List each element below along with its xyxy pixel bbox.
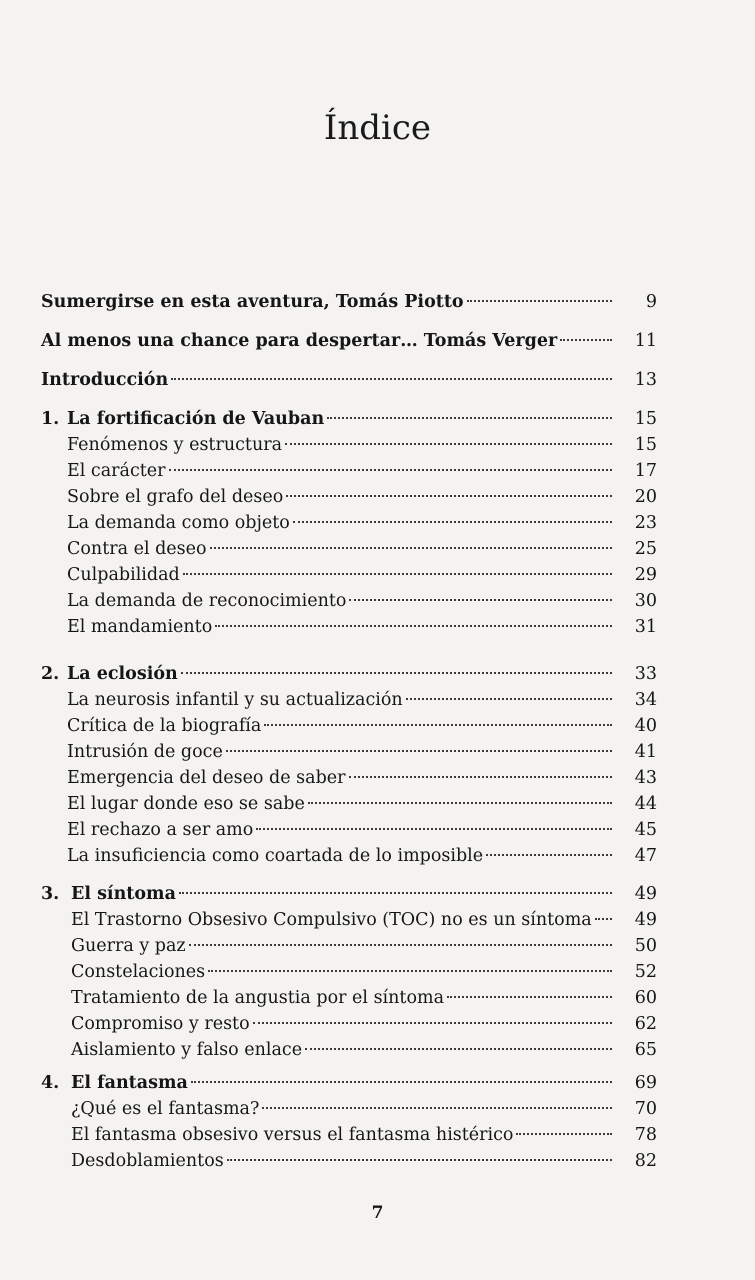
toc-entry xyxy=(0,881,755,907)
toc-entry xyxy=(0,739,755,765)
dot-leader xyxy=(349,776,613,778)
dot-leader xyxy=(406,698,612,700)
entry-title: Aislamiento y falso enlace xyxy=(71,1040,303,1060)
toc-entry xyxy=(0,614,755,640)
dot-leader xyxy=(171,378,612,380)
dot-leader xyxy=(179,892,612,894)
toc-entry xyxy=(0,907,755,933)
entry-title: La neurosis infantil y su actualización xyxy=(67,690,403,710)
entry-page-number: 15 xyxy=(634,409,657,429)
dot-leader xyxy=(262,1107,612,1109)
toc-entry xyxy=(0,1096,755,1122)
dot-leader xyxy=(467,300,612,302)
entry-page-number: 13 xyxy=(634,370,657,390)
toc-entry xyxy=(0,933,755,959)
dot-leader xyxy=(189,944,612,946)
entry-page-number: 50 xyxy=(634,936,657,956)
toc-entry xyxy=(0,432,755,458)
dot-leader xyxy=(183,573,612,575)
toc-entry xyxy=(0,458,755,484)
dot-leader xyxy=(305,1048,612,1050)
dot-leader xyxy=(226,750,612,752)
dot-leader xyxy=(327,417,612,419)
entry-title: ¿Qué es el fantasma? xyxy=(71,1099,260,1119)
entry-page-number: 25 xyxy=(634,539,657,559)
entry-title: El Trastorno Obsesivo Compulsivo (TOC) no es un síntoma xyxy=(71,910,592,930)
entry-page-number: 34 xyxy=(634,690,657,710)
entry-title: Constelaciones xyxy=(71,962,206,982)
toc-entry xyxy=(0,713,755,739)
entry-page-number: 15 xyxy=(634,435,657,455)
toc-entry xyxy=(0,367,755,393)
entry-page-number: 33 xyxy=(634,664,657,684)
entry-page-number: 29 xyxy=(634,565,657,585)
dot-leader xyxy=(215,625,612,627)
dot-leader xyxy=(253,1022,612,1024)
entry-title: Emergencia del deseo de saber xyxy=(67,768,346,788)
toc-entry xyxy=(0,484,755,510)
entry-page-number: 23 xyxy=(634,513,657,533)
entry-title: La demanda de reconocimiento xyxy=(67,591,347,611)
entry-title: La eclosión xyxy=(67,664,178,684)
entry-title: El fantasma xyxy=(71,1073,188,1093)
entry-title: Introducción xyxy=(41,370,169,390)
entry-title: Desdoblamientos xyxy=(71,1151,224,1171)
toc-entry xyxy=(0,661,755,687)
chapter-number: 2. xyxy=(41,664,60,684)
toc-entry xyxy=(0,536,755,562)
dot-leader xyxy=(308,802,612,804)
entry-title: Crítica de la biografía xyxy=(67,716,262,736)
dot-leader xyxy=(264,724,612,726)
entry-title: Intrusión de goce xyxy=(67,742,223,762)
entry-page-number: 30 xyxy=(634,591,657,611)
toc-entry xyxy=(0,765,755,791)
entry-title: Contra el deseo xyxy=(67,539,207,559)
entry-title: El lugar donde eso se sabe xyxy=(67,794,305,814)
entry-page-number: 17 xyxy=(634,461,657,481)
entry-title: Culpabilidad xyxy=(67,565,180,585)
entry-page-number: 82 xyxy=(634,1151,657,1171)
entry-page-number: 49 xyxy=(634,910,657,930)
entry-page-number: 9 xyxy=(645,292,657,312)
dot-leader xyxy=(191,1081,612,1083)
dot-leader xyxy=(516,1133,612,1135)
dot-leader xyxy=(181,672,612,674)
dot-leader xyxy=(169,469,612,471)
entry-page-number: 52 xyxy=(634,962,657,982)
toc-entry xyxy=(0,959,755,985)
chapter-number: 3. xyxy=(41,884,60,904)
toc-entry xyxy=(0,985,755,1011)
entry-title: Sumergirse en esta aventura, Tomás Piotto xyxy=(41,292,464,312)
entry-title: Fenómenos y estructura xyxy=(67,435,283,455)
entry-title: Tratamiento de la angustia por el síntoma xyxy=(71,988,445,1008)
entry-page-number: 60 xyxy=(634,988,657,1008)
entry-title: El síntoma xyxy=(71,884,176,904)
toc-entry xyxy=(0,1037,755,1063)
entry-title: El fantasma obsesivo versus el fantasma histérico xyxy=(71,1125,514,1145)
dot-leader xyxy=(286,495,612,497)
toc-entry xyxy=(0,817,755,843)
dot-leader xyxy=(227,1159,612,1161)
entry-title: Al menos una chance para despertar… Tomás Verger xyxy=(41,331,558,351)
dot-leader xyxy=(560,339,612,341)
entry-title: La insuficiencia como coartada de lo imposible xyxy=(67,846,484,866)
chapter-number: 4. xyxy=(41,1073,60,1093)
chapter-number: 1. xyxy=(41,409,60,429)
toc-entry xyxy=(0,562,755,588)
page-title: Índice xyxy=(323,108,432,148)
entry-page-number: 41 xyxy=(634,742,657,762)
toc-entry xyxy=(0,289,755,315)
entry-page-number: 45 xyxy=(634,820,657,840)
entry-page-number: 49 xyxy=(634,884,657,904)
entry-title: Guerra y paz xyxy=(71,936,186,956)
entry-page-number: 78 xyxy=(634,1125,657,1145)
entry-page-number: 44 xyxy=(634,794,657,814)
entry-title: El mandamiento xyxy=(67,617,213,637)
entry-title: La fortificación de Vauban xyxy=(67,409,325,429)
entry-title: El carácter xyxy=(67,461,166,481)
entry-page-number: 11 xyxy=(634,331,657,351)
toc-entry xyxy=(0,791,755,817)
dot-leader xyxy=(349,599,612,601)
entry-page-number: 20 xyxy=(634,487,657,507)
toc-entry xyxy=(0,588,755,614)
toc-entry xyxy=(0,1011,755,1037)
dot-leader xyxy=(293,521,612,523)
toc-entry xyxy=(0,843,755,869)
toc-entry xyxy=(0,1148,755,1174)
entry-page-number: 31 xyxy=(634,617,657,637)
entry-page-number: 40 xyxy=(634,716,657,736)
dot-leader xyxy=(285,443,612,445)
entry-page-number: 47 xyxy=(634,846,657,866)
toc-entry xyxy=(0,328,755,354)
entry-page-number: 65 xyxy=(634,1040,657,1060)
entry-title: Sobre el grafo del deseo xyxy=(67,487,284,507)
dot-leader xyxy=(447,996,612,998)
entry-page-number: 62 xyxy=(634,1014,657,1034)
dot-leader xyxy=(210,547,612,549)
entry-title: La demanda como objeto xyxy=(67,513,290,533)
page-number: 7 xyxy=(371,1203,384,1223)
dot-leader xyxy=(486,854,612,856)
entry-page-number: 70 xyxy=(634,1099,657,1119)
dot-leader xyxy=(256,828,612,830)
toc-entry xyxy=(0,1070,755,1096)
entry-page-number: 43 xyxy=(634,768,657,788)
toc-entry xyxy=(0,687,755,713)
entry-page-number: 69 xyxy=(634,1073,657,1093)
entry-title: El rechazo a ser amo xyxy=(67,820,254,840)
dot-leader xyxy=(595,918,612,920)
dot-leader xyxy=(208,970,612,972)
toc-entry xyxy=(0,510,755,536)
toc-entry xyxy=(0,406,755,432)
entry-title: Compromiso y resto xyxy=(71,1014,250,1034)
toc-entry xyxy=(0,1122,755,1148)
